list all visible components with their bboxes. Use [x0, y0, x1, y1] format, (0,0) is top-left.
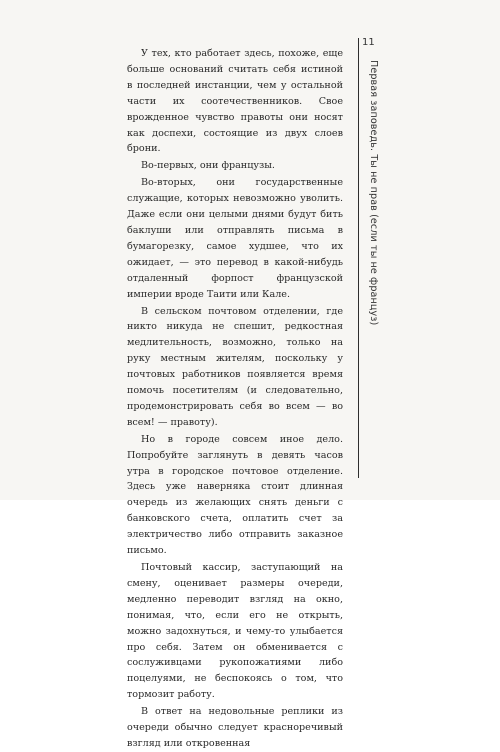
paragraph-1: У тех, кто работает здесь, похоже, еще больше оснований считать себя истиной в последней инстанции, чем у остальной части их соотечественников. Свое врожденное чувство правоты они носят как доспехи, состоящие из двух слоев брони.	[127, 48, 343, 155]
paragraph-4: В сельском почтовом отделении, где никто никуда не спешит, редкостная медлительность, возможно, только на руку местным жителям, поскольку у почтовых работников появляется время помочь посетителям (и следовательно, продемонстрировать себя во всем — во всем! — правоту).	[127, 305, 343, 428]
paragraph-3: Во-вторых, они государственные служащие, которых невозможно уволить. Даже если они целыми днями будут бить баклуши или отправлять письма в бумагорезку, самое худшее, что их ожидает, — это перевод в какой-нибудь отдаленный форпост французской империи вроде Таити или Кале.	[127, 177, 343, 300]
running-head: Первая заповедь. Ты не прав (если ты не француз)	[368, 60, 379, 326]
margin-rule	[358, 38, 359, 478]
paragraph-7: В ответ на недовольные реплики из очереди обычно следует красноречивый взгляд или откровенная	[127, 706, 343, 749]
paragraph-5: Но в городе совсем иное дело. Попробуйте заглянуть в девять часов утра в городское почтовое отделение. Здесь уже наверняка стоит длинная очередь из желающих снять деньги с банковского счета, оплатить счет за электричество либо отправить заказное письмо.	[127, 433, 343, 557]
paragraph-2: Во-первых, они французы.	[141, 160, 275, 172]
body-text	[127, 46, 343, 752]
page-number: 11	[362, 37, 375, 48]
paragraph-6: Почтовый кассир, заступающий на смену, оценивает размеры очереди, медленно переводит взгляд на окно, понимая, что, если его не открыть, можно задохнуться, и чему-то улыбается про себя. Затем он обменивается с сослуживцами рукопожатиями либо поцелуями, не беспокоясь о том, что тормозит работу.	[127, 562, 343, 701]
